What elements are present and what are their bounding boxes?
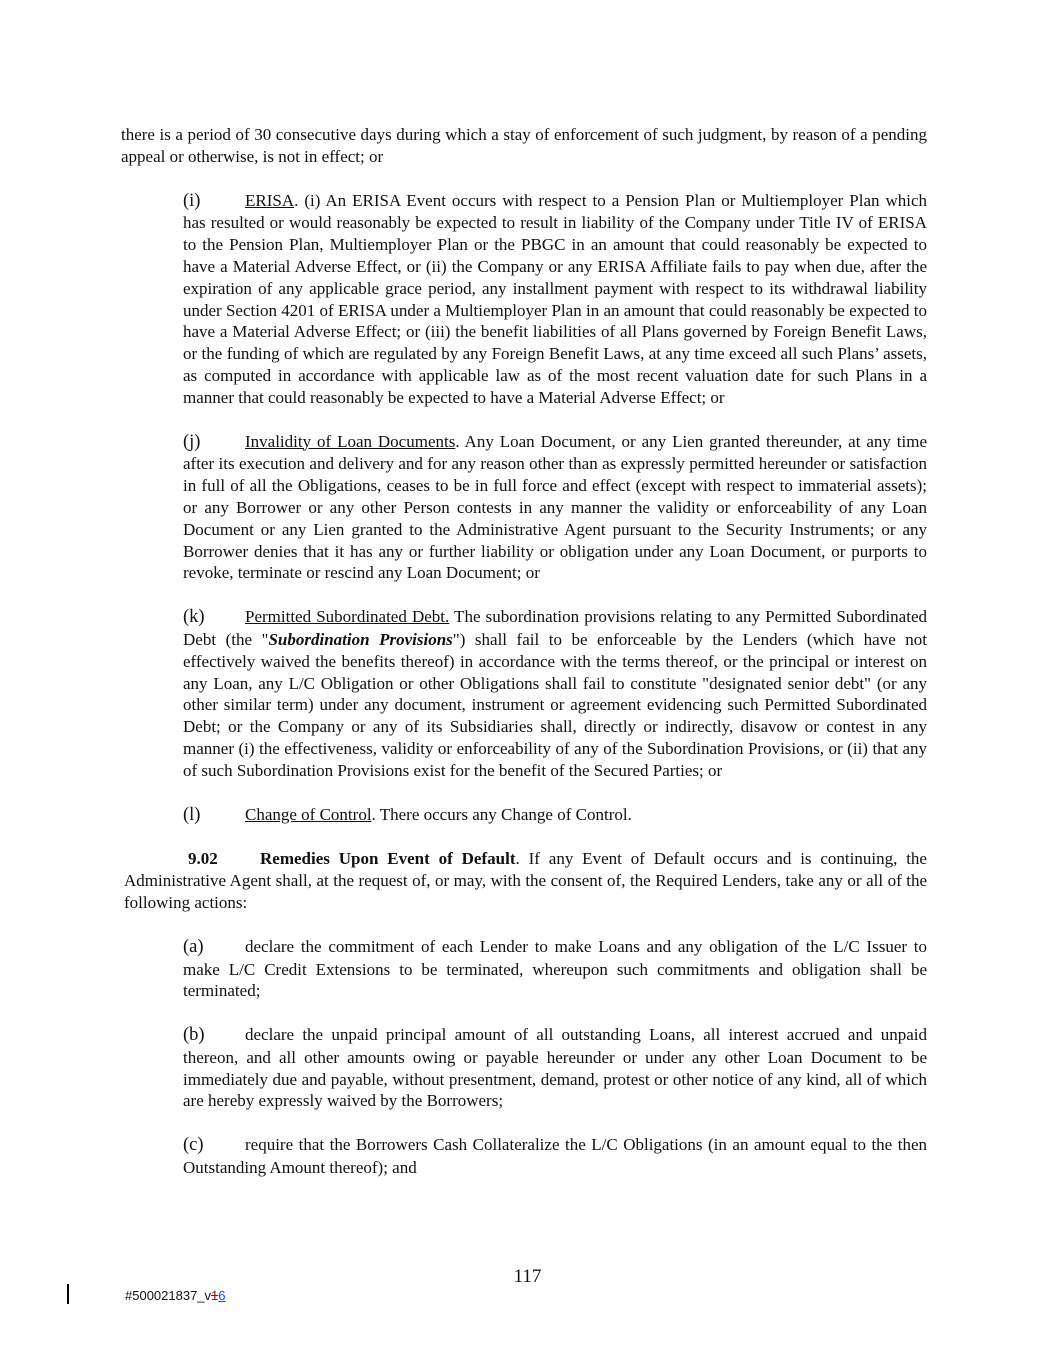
remedy-body: declare the commitment of each Lender to make Loans and any obligation of the L/C Issuer to make L/C Credit Extensions to be terminated, whereupon such commitments and obligation shall be terminated; — [183, 936, 927, 1001]
revision-change-bar — [67, 1284, 69, 1304]
item-body: . There occurs any Change of Control. — [371, 804, 632, 824]
remedy-label: (b) — [183, 1025, 205, 1046]
item-k-subordinated-debt — [121, 606, 927, 781]
item-heading: ERISA — [245, 190, 295, 210]
section-title: Remedies Upon Event of Default — [260, 849, 516, 869]
doc-id-prefix: #500021837_v — [125, 1288, 212, 1303]
section-9-02 — [124, 848, 927, 913]
section-number: 9.02 — [188, 849, 218, 869]
remedy-a — [121, 936, 927, 1002]
remedy-b — [121, 1024, 927, 1112]
page-number: 117 — [513, 1266, 542, 1287]
item-label: (l) — [183, 804, 201, 825]
item-body: . Any Loan Document, or any Lien granted thereunder, at any time after its execution and delivery and for any reason other than as expressly permitted hereunder or satisfaction in full of all the Obligations, ceases to be in full force and effect (except with respect to immaterial assets); or any Borrower or any other Person contests in any manner the validity or enforceability of any Loan Document or any Lien granted to the Administrative Agent pursuant to the Security Instruments; or any Borrower denies that it has any or further liability or obligation under any Loan Document, or purports to revoke, terminate or rescind any Loan Document; or — [183, 431, 927, 583]
remedy-body: declare the unpaid principal amount of all outstanding Loans, all interest accrued and unpaid thereon, and all other amounts owing or payable hereunder or under any other Loan Document to be immediately due and payable, without presentment, demand, protest or other notice of any kind, all of which are hereby expressly waived by the Borrowers; — [183, 1025, 927, 1111]
doc-id-inserted-version: 6 — [218, 1288, 226, 1303]
item-heading: Permitted Subordinated Debt. — [245, 607, 450, 627]
item-i-erisa — [121, 190, 927, 409]
item-j-invalidity — [121, 431, 927, 585]
item-heading: Invalidity of Loan Documents — [245, 431, 456, 451]
item-body-b: ") shall fail to be enforceable by the Lenders (which have not effectively waived the benefits thereof) in accordance with the terms thereof, or the principal or interest on any Loan, any L/C Obligation or other Obligations shall fail to constitute "designated senior debt" (or any other similar term) under any document, instrument or agreement evidencing such Permitted Subordinated Debt; or the Company or any of its Subsidiaries shall, directly or indirectly, disavow or contest in any manner (i) the effectiveness, validity or enforceability of any of the Subordination Provisions, or (ii) that any of such Subordination Provisions exist for the benefit of the Secured Parties; or — [183, 629, 927, 780]
item-body-a: The subordination provisions relating to any Permitted Subordinated Debt (the " — [183, 607, 927, 649]
item-label: (j) — [183, 431, 201, 452]
remedy-c — [121, 1134, 927, 1179]
document-id — [125, 1288, 226, 1303]
item-l-change-of-control — [121, 804, 927, 827]
item-label: (i) — [183, 190, 201, 211]
remedy-label: (a) — [183, 936, 204, 957]
remedy-label: (c) — [183, 1135, 204, 1156]
item-body: . (i) An ERISA Event occurs with respect to a Pension Plan or Multiemployer Plan which has resulted or would reasonably be expected to result in liability of the Company under Title IV of ERISA to the Pension Plan, Multiemployer Plan or the PBGC in an amount that could reasonably be expected to have a Material Adverse Effect, or (ii) the Company or any ERISA Affiliate fails to pay when due, after the expiration of any applicable grace period, any installment payment with respect to its withdrawal liability under Section 4201 of ERISA under a Multiemployer Plan in an amount that could reasonably be expected to have a Material Adverse Effect; or (iii) the benefit liabilities of all Plans governed by Foreign Benefit Laws, or the funding of which are regulated by any Foreign Benefit Laws, at any time exceed all such Plans’ assets, as computed in accordance with applicable law as of the most recent valuation date for such Plans in a manner that could reasonably be expected to have a Material Adverse Effect; or — [183, 190, 927, 407]
item-heading: Change of Control — [245, 804, 372, 824]
document-body — [121, 124, 927, 1201]
item-label: (k) — [183, 607, 205, 628]
continuation-paragraph: there is a period of 30 consecutive days during which a stay of enforcement of such judgment, by reason of a pending appeal or otherwise, is not in effect; or — [121, 125, 927, 166]
remedy-body: require that the Borrowers Cash Collateralize the L/C Obligations (in an amount equal to the then Outstanding Amount thereof); and — [183, 1135, 927, 1178]
doc-id-deleted-version: 1 — [211, 1288, 219, 1303]
defined-term: Subordination Provisions — [268, 629, 453, 649]
section-body: . If any Event of Default occurs and is continuing, the Administrative Agent shall, at the request of, or may, with the consent of, the Required Lenders, take any or all of the following actions: — [124, 849, 927, 912]
